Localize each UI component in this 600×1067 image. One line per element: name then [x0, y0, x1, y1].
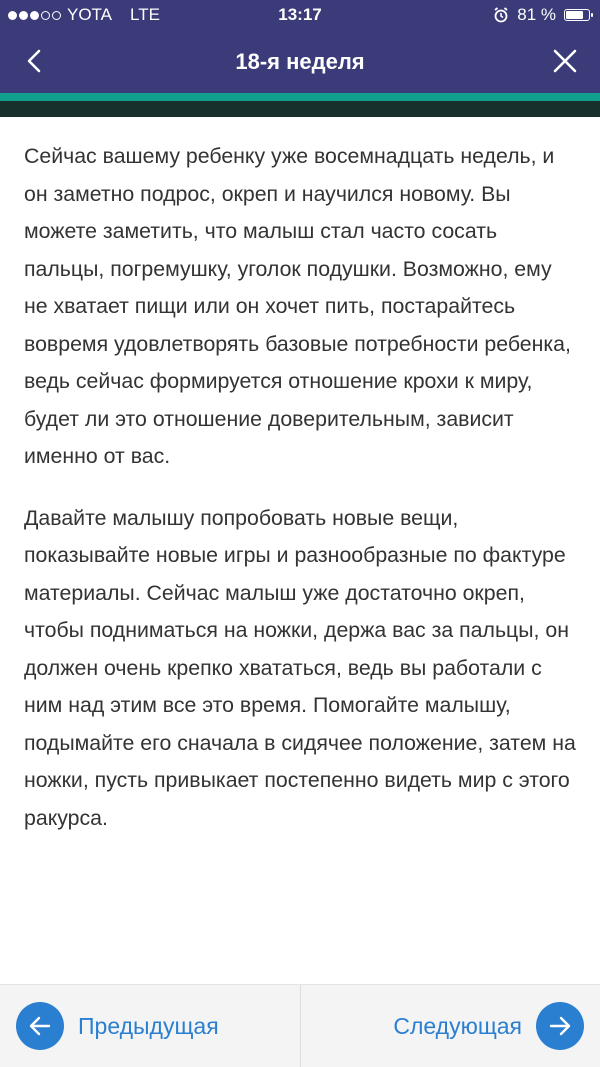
battery-icon	[564, 9, 590, 21]
close-icon	[548, 44, 582, 78]
network-type: LTE	[130, 5, 160, 24]
nav-bar	[0, 30, 600, 93]
article-paragraph: Давайте малышу попробовать новые вещи, показывайте новые игры и разнообразные по фактуре материалы. Сейчас малыш уже достаточно окреп, чтобы подниматься на ножки, держа вас за пальцы, он должен очень крепко хвататься, ведь вы работали с ним над этим все это время. Помогайте малышу, подымайте его сначала в сидячее положение, затем на ножки, пусть привыкает постепенно видеть мир с этого ракурса.	[24, 505, 576, 830]
arrow-right-icon	[536, 1002, 584, 1050]
alarm-icon	[493, 7, 509, 23]
pager-footer	[0, 984, 600, 1067]
article-paragraph: Сейчас вашему ребенку уже восемнадцать недель, и он заметно подрос, окреп и научился новому. Вы можете заметить, что малыш стал часто сосать пальцы, погремушку, уголок подушки. Возможно, ему не хватает пищи или он хочет пить, постарайтесь вовремя удовлетворять базовые потребности ребенка, ведь сейчас формируется отношение крохи к миру, будет ли это отношение доверительным, зависит именно от вас.	[24, 144, 571, 468]
back-button[interactable]	[18, 44, 52, 78]
battery-percent: 81 %	[517, 5, 556, 24]
chevron-left-icon	[18, 44, 52, 78]
app-header	[0, 0, 600, 93]
close-button[interactable]	[548, 44, 582, 78]
footer-divider	[300, 985, 301, 1067]
status-bar	[0, 0, 600, 30]
battery-fill	[566, 11, 583, 19]
page-title: 18-я неделя	[235, 49, 365, 74]
header-shadow-stripe	[0, 101, 600, 117]
status-time: 13:17	[278, 5, 322, 24]
arrow-left-icon	[16, 1002, 64, 1050]
header-accent-stripe	[0, 93, 600, 101]
carrier-name: YOTA	[67, 5, 113, 24]
previous-button[interactable]	[16, 985, 219, 1067]
article-body	[24, 138, 580, 861]
status-right	[493, 0, 590, 30]
next-label: Следующая	[393, 1012, 522, 1039]
previous-label: Предыдущая	[78, 1012, 219, 1039]
next-button[interactable]	[393, 985, 584, 1067]
